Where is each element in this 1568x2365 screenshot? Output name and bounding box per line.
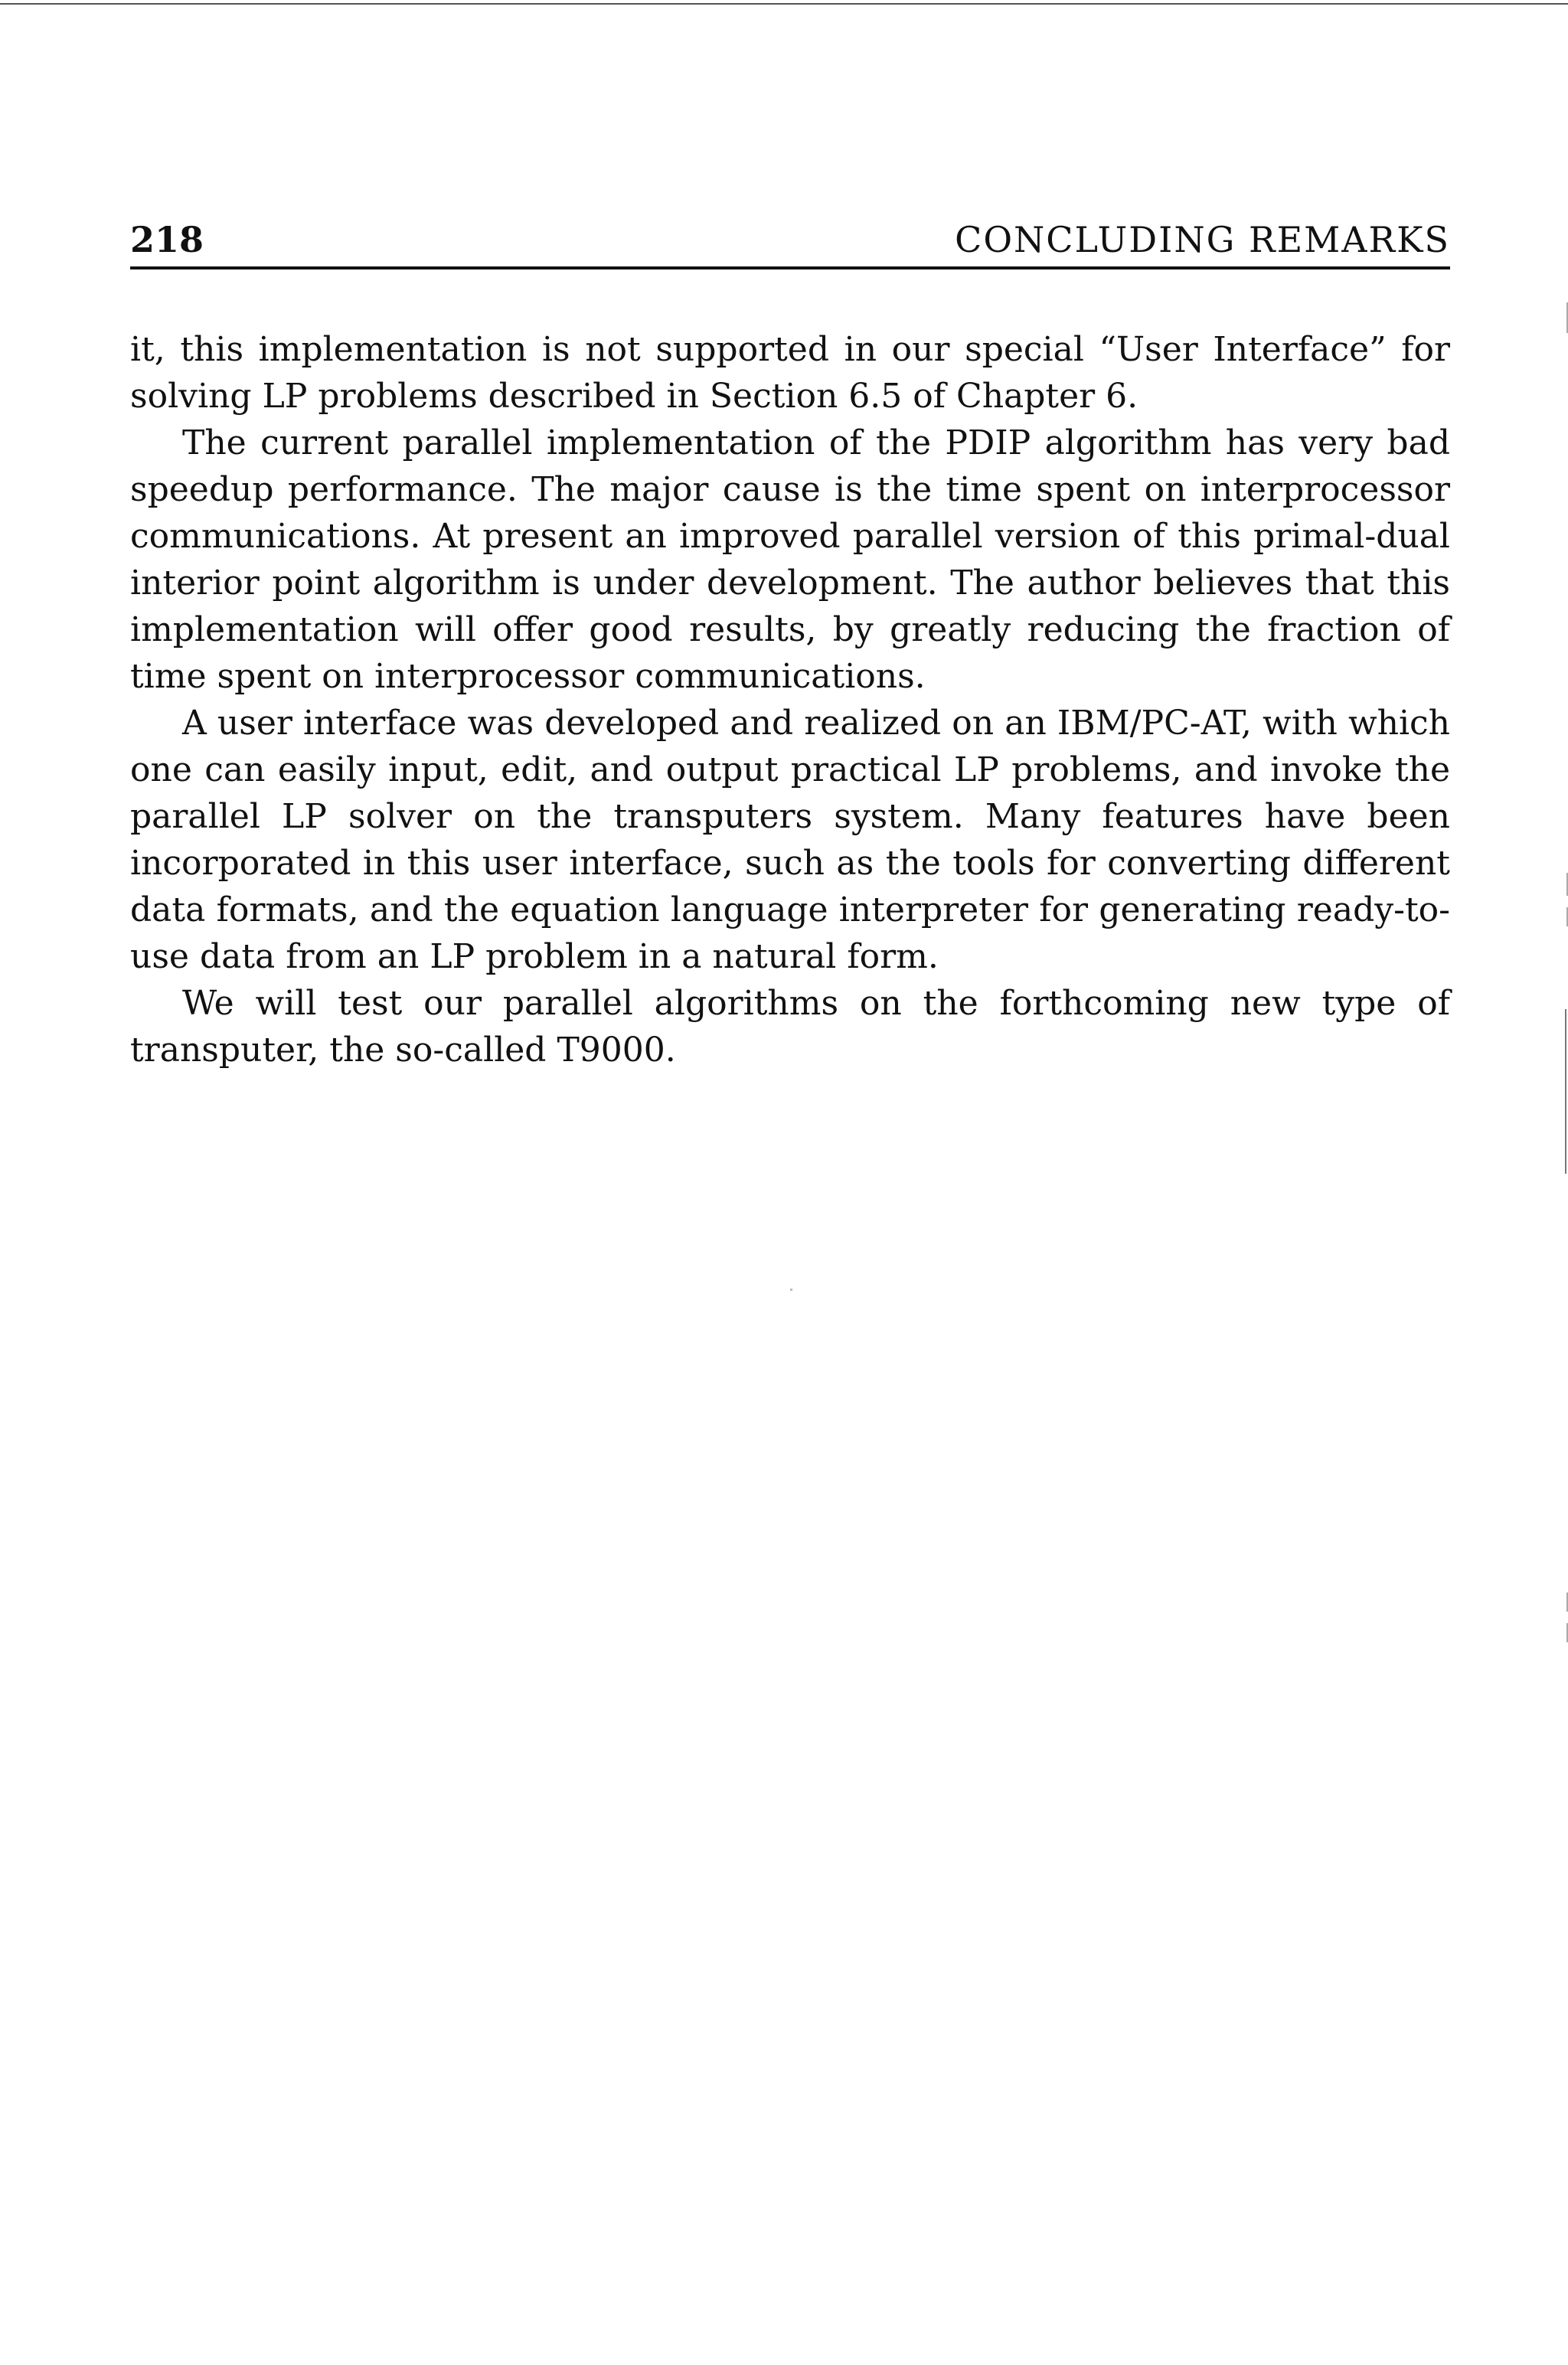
paragraph-pdip-performance: The current parallel implementation of the PDIP algorithm has very bad speedup performance. The major cause is the time spent on interprocessor communications. At present an improved parallel version of this primal-dual interior point algorithm is under development. The author believes that this implementation will offer good results, by greatly reducing the fraction of time spent on interprocessor communications. (130, 423, 1450, 696)
paragraph-continuation: it, this implementation is not supported in our special “User Interface” for solving LP problems described in Section 6.5 of Chapter 6. (130, 330, 1450, 416)
body-text (130, 326, 1450, 1073)
page-number: 218 (130, 219, 204, 260)
paragraph-user-interface: A user interface was developed and realized on an IBM/PC-AT, with which one can easily input, edit, and output practical LP problems, and invoke the parallel LP solver on the transputers system. Many features have been incorporated in this user interface, such as the tools for converting different data formats, and the equation language interpreter for generating ready-to-use data from an LP problem in a natural form. (130, 704, 1450, 976)
running-title: CONCLUDING REMARKS (955, 219, 1450, 260)
running-head (130, 213, 1450, 269)
scan-edge-rule (0, 3, 1568, 5)
scan-margin-mark (1565, 1009, 1566, 1174)
paragraph-t9000: We will test our parallel algorithms on the forthcoming new type of transputer, the so-called T9000. (130, 984, 1450, 1070)
scan-speck (790, 1289, 792, 1291)
